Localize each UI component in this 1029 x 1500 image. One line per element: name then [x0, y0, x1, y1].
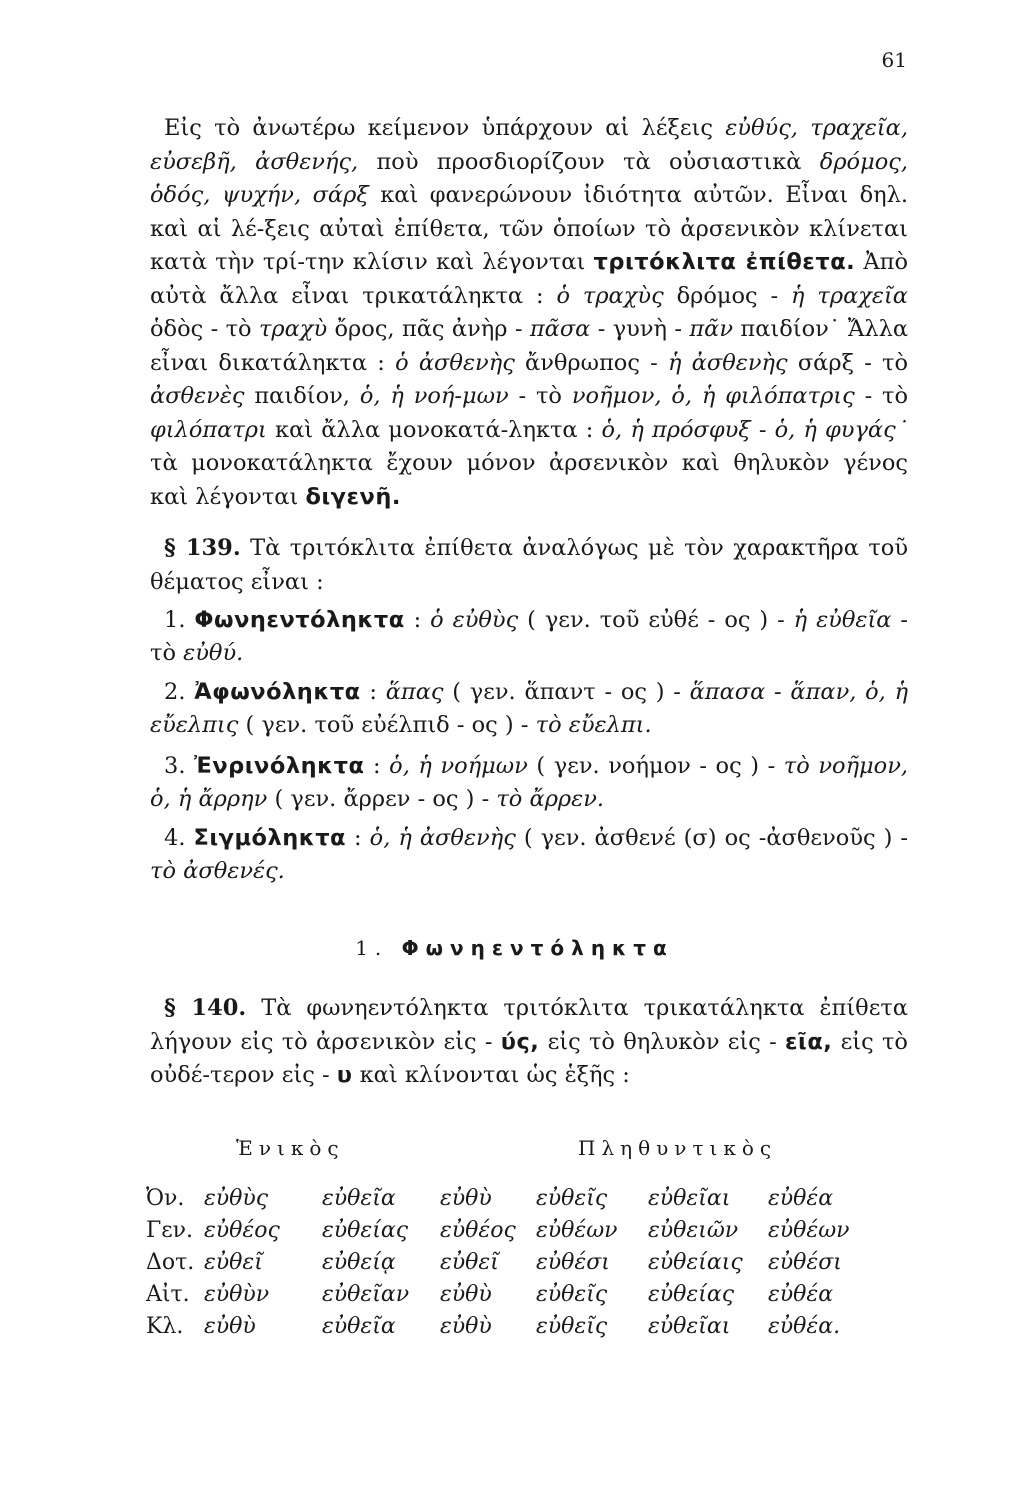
- list-item: 3. Ἐνρινόληκτα : ὁ, ἡ νοήμων ( γεν. νοήμον - ος ) - τὸ νοῆμον, ὁ, ἡ ἄρρην ( γεν. ἄρρεν - ος ) - τὸ ἄρρεν.: [150, 753, 909, 812]
- table-row: Γεν. εὐθέος εὐθείας εὐθέος εὐθέων εὐθειῶν εὐθέων: [146, 1217, 850, 1243]
- list-item: 1. Φωνηεντόληκτα : ὁ εὐθὺς ( γεν. τοῦ εὐθέ - ος ) - ἡ εὐθεῖα - τὸ εὐθύ.: [150, 607, 909, 666]
- declension-table: [146, 1182, 868, 1342]
- section-140: § 140. Τὰ φωνηεντόληκτα τριτόκλιτα τρικατάληκτα ἐπίθετα λήγουν εἰς τὸ ἀρσενικὸν εἰς - ύς, εἰς τὸ θηλυκὸν εἰς - εῖα, εἰς τὸ οὐδέ-τερον εἰς - υ καὶ κλίνονται ὡς ἑξῆς :: [150, 995, 908, 1088]
- table-row: Ὀν. εὐθὺς εὐθεῖα εὐθὺ εὐθεῖς εὐθεῖαι εὐθέα: [146, 1185, 834, 1211]
- section-label: § 140.: [164, 995, 247, 1021]
- table-row: Δοτ. εὐθεῖ εὐθείᾳ εὐθεῖ εὐθέσι εὐθείαις εὐθέσι: [146, 1249, 842, 1275]
- plural-header: Πληθυντικὸς: [578, 1136, 778, 1160]
- page-number: 61: [881, 48, 907, 72]
- list-item: 2. Ἀφωνόληκτα : ἅπας ( γεν. ἅπαντ - ος ) - ἅπασα - ἅπαν, ὁ, ἡ εὔελπις ( γεν. τοῦ εὐέλπιδ - ος ) - τὸ εὔελπι.: [150, 679, 909, 738]
- section-label: § 139.: [164, 535, 241, 561]
- term-digeni: διγενῆ.: [305, 483, 401, 510]
- intro-paragraph: Εἰς τὸ ἀνωτέρω κείμενον ὑπάρχουν αἱ λέξεις εὐθύς, τραχεῖα, εὐσεβῆ, ἀσθενής, ποὺ προσδιορίζουν τὰ οὐσιαστικὰ δρόμος, ὁδός, ψυχήν, σάρξ καὶ φανερώνουν ἰδιότητα αὐτῶν. Εἶναι δηλ. καὶ αἱ λέ-ξεις αὐταὶ ἐπίθετα, τῶν ὁποίων τὸ ἀρσενικὸν κλίνεται κατὰ τὴν τρί-την κλίσιν καὶ λέγονται τριτόκλιτα ἐπίθετα. Ἀπὸ αὐτὰ ἄλλα εἶναι τρικατάληκτα : ὁ τραχὺς δρόμος - ἡ τραχεῖα ὁδὸς - τὸ τραχὺ ὄρος, πᾶς ἀνὴρ - πᾶσα - γυνὴ - πᾶν παιδίον˙ Ἄλλα εἶναι δικατάληκτα : ὁ ἀσθενὴς ἄνθρωπος - ἡ ἀσθενὴς σάρξ - τὸ ἀσθενὲς παιδίον, ὁ, ἡ νοή-μων - τὸ νοῆμον, ὁ, ἡ φιλόπατρις - τὸ φιλόπατρι καὶ ἄλλα μονοκατά-ληκτα : ὁ, ἡ πρόσφυξ - ὁ, ἡ φυγάς˙ τὰ μονοκατάληκτα ἔχουν μόνον ἀρσενικὸν καὶ θηλυκὸν γένος καὶ λέγονται διγενῆ.: [150, 115, 909, 510]
- table-row: Αἰτ. εὐθὺν εὐθεῖαν εὐθὺ εὐθεῖς εὐθείας εὐθέα: [146, 1281, 834, 1307]
- term-tritoklita: τριτόκλιτα ἐπίθετα.: [593, 249, 856, 275]
- section-heading: 1. Φωνηεντόληκτα: [355, 936, 674, 960]
- table-row: Κλ. εὐθὺ εὐθεῖα εὐθὺ εὐθεῖς εὐθεῖαι εὐθέα.: [146, 1313, 841, 1339]
- singular-header: Ἑνικὸς: [236, 1136, 345, 1160]
- list-item: 4. Σιγμόληκτα : ὁ, ἡ ἀσθενὴς ( γεν. ἀσθενέ (σ) ος -ἀσθενοῦς ) - τὸ ἀσθενές.: [150, 825, 908, 884]
- section-139: § 139. Τὰ τριτόκλιτα ἐπίθετα ἀναλόγως μὲ τὸν χαρακτῆρα τοῦ θέματος εἶναι :: [150, 535, 908, 595]
